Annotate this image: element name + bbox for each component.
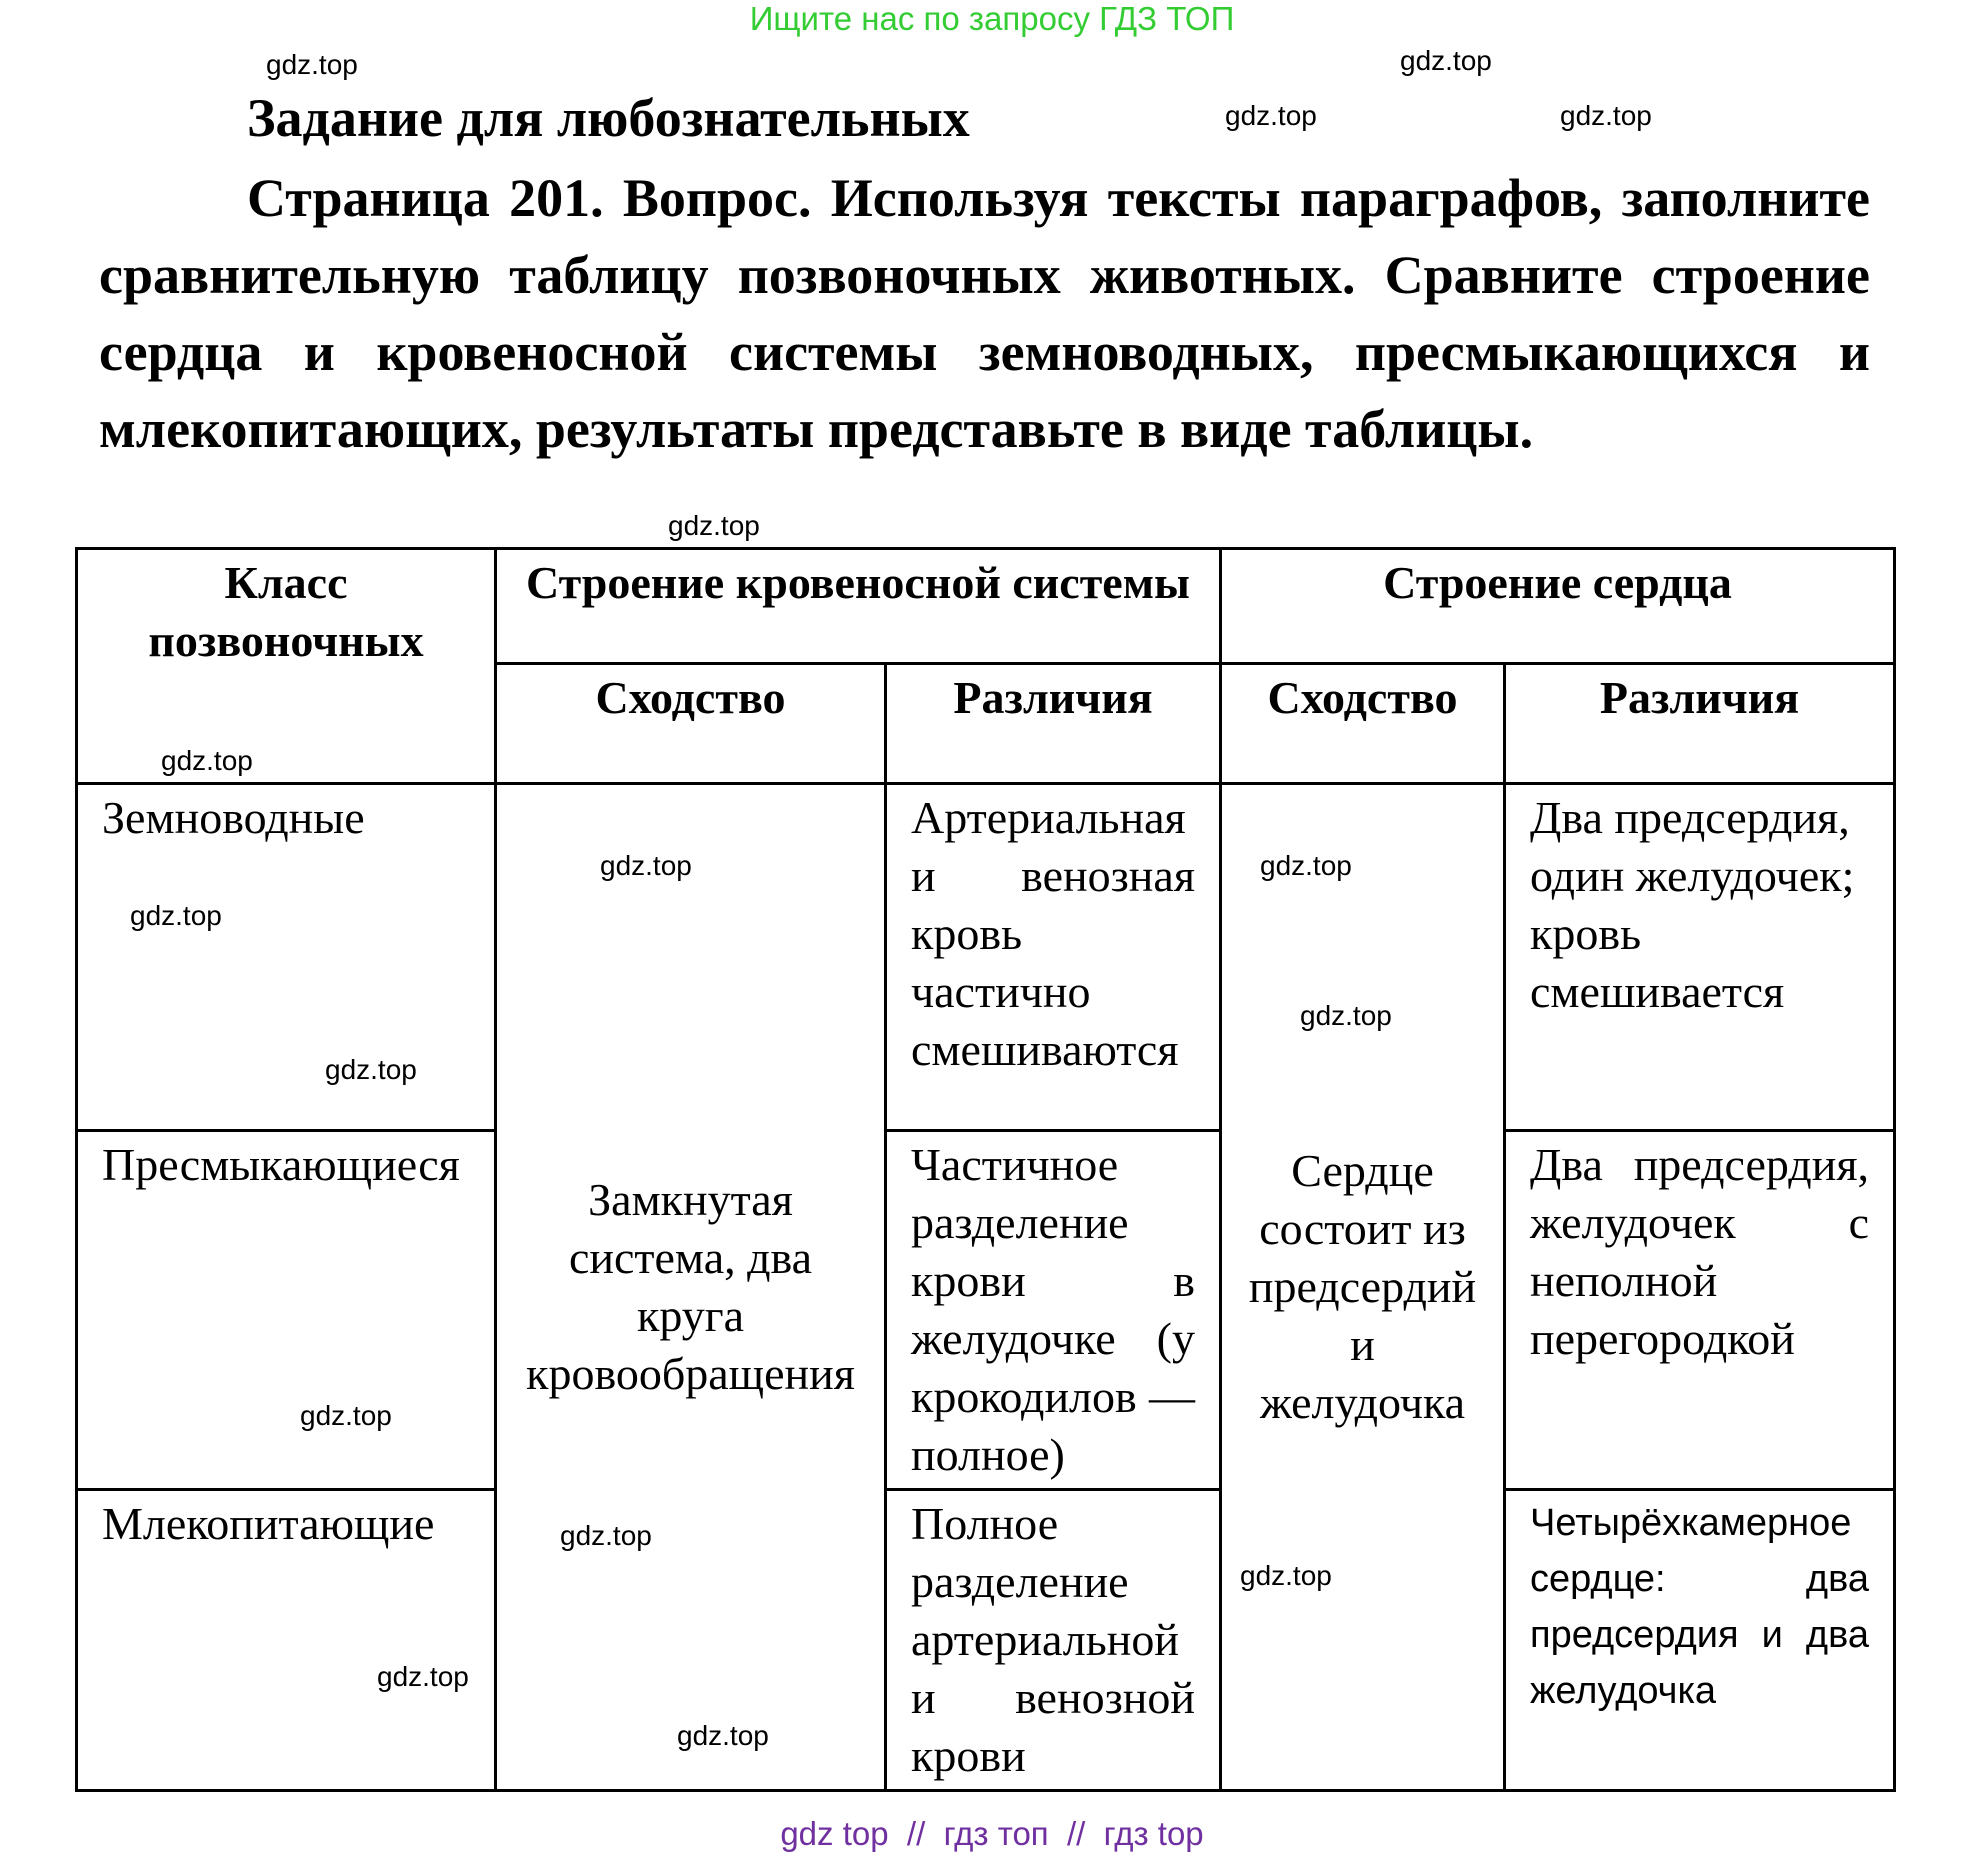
circulatory-diff-cell: Артериальная и венозная кровь частично смешиваются — [886, 784, 1221, 1131]
watermark: gdz.top — [161, 745, 253, 776]
header-class: Класс позвоночных — [77, 549, 496, 784]
watermark: gdz.top — [1260, 850, 1352, 881]
watermark: gdz.top — [1300, 1000, 1392, 1031]
watermark: gdz.top — [1225, 100, 1317, 131]
heart-diff-cell: Два предсердия, один желудочек; кровь смешивается — [1505, 784, 1895, 1131]
circulatory-similarity-cell: Замкнутая система, два круга кровообращения — [496, 784, 886, 1791]
header-heart-differences: Различия — [1505, 664, 1895, 784]
watermark: gdz.top — [1560, 100, 1652, 131]
watermark: gdz.top — [300, 1400, 392, 1431]
circulatory-diff-cell: Полное разделение артериальной и венозной крови — [886, 1490, 1221, 1791]
header-circulatory-differences: Различия — [886, 664, 1221, 784]
heart-diff-cell: Два предсердия, желудочек с неполной перегородкой — [1505, 1131, 1895, 1490]
watermark: gdz.top — [677, 1720, 769, 1751]
header-circulatory-similarity: Сходство — [496, 664, 886, 784]
watermark: gdz.top — [325, 1054, 417, 1085]
question-text: Страница 201. Вопрос. Используя тексты параграфов, заполните сравнительную таблицу позвоночных животных. Сравните строение сердца и кровеносной системы земноводных, пресмыкающихся и млекопитающих, результаты представьте в виде таблицы. — [99, 168, 1870, 459]
watermark: gdz.top — [560, 1520, 652, 1551]
watermark: gdz.top — [130, 900, 222, 931]
table-row — [77, 1131, 1895, 1490]
section-title: Задание для любознательных — [247, 88, 970, 148]
class-cell: Земноводные — [77, 784, 496, 1131]
header-circulatory: Строение кровеносной системы — [496, 549, 1221, 664]
heart-diff-cell: Четырёхкамерное сердце: два предсердия и два желудочка — [1505, 1490, 1895, 1791]
header-heart: Строение сердца — [1221, 549, 1895, 664]
watermark: gdz.top — [377, 1661, 469, 1692]
watermark: gdz.top — [668, 510, 760, 541]
class-cell: Пресмыкающиеся — [77, 1131, 496, 1490]
search-banner: Ищите нас по запросу ГДЗ ТОП — [749, 0, 1235, 37]
comparison-table — [75, 547, 1896, 1792]
watermark: gdz.top — [1400, 45, 1492, 76]
footer-links: gdz top // гдз топ // гдз top — [780, 1815, 1204, 1852]
watermark: gdz.top — [266, 49, 358, 80]
watermark: gdz.top — [600, 850, 692, 881]
class-cell: Млекопитающие — [77, 1490, 496, 1791]
watermark: gdz.top — [1240, 1560, 1332, 1591]
circulatory-diff-cell: Частичное разделение крови в желудочке (у крокодилов — полное) — [886, 1131, 1221, 1490]
table-row — [77, 1490, 1895, 1791]
header-heart-similarity: Сходство — [1221, 664, 1505, 784]
heart-similarity-cell: Сердце состоит из предсердий и желудочка — [1221, 784, 1505, 1791]
